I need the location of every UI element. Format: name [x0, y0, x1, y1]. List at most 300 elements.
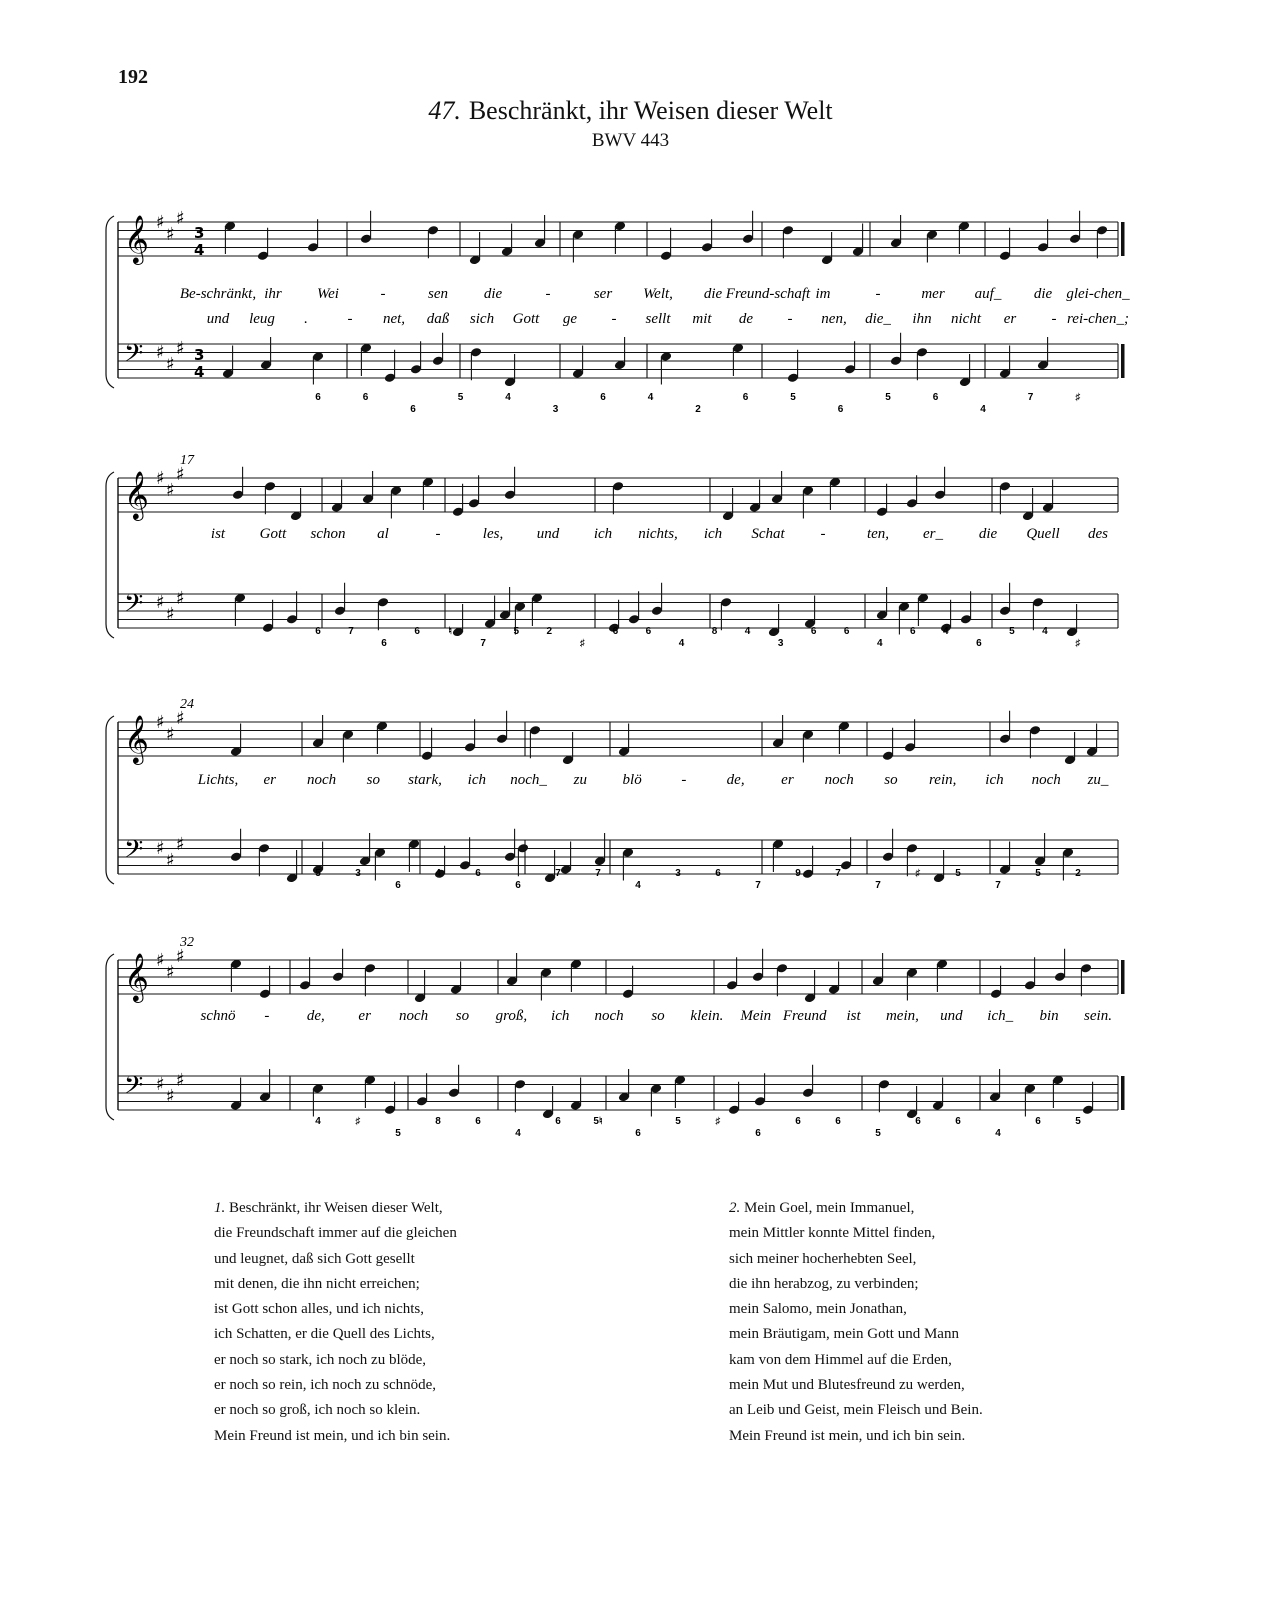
figured-bass-figure: 7 — [555, 868, 561, 879]
lyric-syllable: glei-chen_ — [1066, 286, 1130, 302]
lyric-syllable: daß — [426, 311, 450, 327]
lyric-syllable: klein. — [690, 1008, 724, 1024]
measure-number: 24 — [180, 697, 194, 712]
lyric-syllable: - — [1051, 311, 1057, 327]
note — [421, 728, 433, 761]
sharp-sign: ♯ — [176, 588, 185, 609]
note — [934, 467, 946, 500]
lyric-syllable: stark, — [408, 772, 442, 788]
figured-bass-figure: 5 — [513, 626, 520, 637]
figured-bass-figure: 6 — [475, 1116, 481, 1127]
lyric-syllable: Gott — [259, 526, 287, 542]
note — [332, 949, 344, 982]
figured-bass-figure: 6 — [915, 1116, 921, 1127]
lyric-syllable: nichts, — [638, 526, 678, 542]
final-barline — [1121, 1076, 1125, 1110]
lyric-syllable: blö — [622, 772, 642, 788]
note — [262, 600, 274, 633]
figured-bass-figure: 5 — [395, 1128, 401, 1139]
note — [1024, 957, 1036, 990]
figured-bass-figure: 6 — [835, 1116, 841, 1127]
note — [742, 211, 754, 244]
figured-bass-figure: 6 — [843, 626, 850, 637]
note — [312, 715, 324, 748]
stanza-line: mein Salomo, mein Jonathan, — [729, 1301, 907, 1318]
figured-bass-figure: 4 — [980, 404, 986, 415]
note — [560, 842, 572, 875]
catalog-number: BWV 443 — [591, 130, 670, 151]
bass-clef: 𝄢 — [124, 339, 144, 374]
time-signature-bottom: 4 — [194, 241, 205, 259]
note — [408, 839, 420, 872]
note — [882, 728, 894, 761]
note — [259, 1069, 271, 1102]
figured-bass-figure: 6 — [414, 626, 420, 637]
note — [572, 346, 584, 379]
lyric-syllable: ihn — [912, 311, 932, 327]
note — [230, 959, 242, 992]
note — [514, 1079, 526, 1112]
note — [821, 232, 833, 265]
time-signature-top: 3 — [194, 346, 205, 364]
lyric-syllable: noch — [398, 1008, 429, 1024]
figured-bass-figure: 6 — [475, 868, 481, 879]
stanza-line: an Leib und Geist, mein Fleisch und Bein. — [729, 1402, 983, 1419]
note — [772, 715, 784, 748]
figured-bass-figure: 4 — [647, 392, 654, 403]
note — [414, 970, 426, 1003]
note — [852, 224, 864, 257]
lyric-syllable: sein. — [1084, 1008, 1112, 1024]
figured-bass-figure: 5 — [675, 1116, 681, 1127]
lyric-syllable: die — [978, 526, 998, 542]
note — [782, 225, 794, 258]
figured-bass-figure: 6 — [795, 1116, 801, 1127]
note — [232, 467, 244, 500]
lyric-syllable: - — [611, 311, 617, 327]
sharp-sign: ♯ — [156, 712, 165, 733]
figured-bass-figure: 6 — [837, 404, 844, 415]
sharp-sign: ♯ — [166, 724, 175, 745]
note — [890, 215, 902, 248]
note — [542, 1086, 554, 1119]
lyric-syllable: so — [455, 1008, 470, 1024]
note — [517, 843, 529, 876]
lyric-syllable: und — [940, 1008, 963, 1024]
figured-bass-figure: 6 — [810, 626, 817, 637]
time-signature-top: 3 — [194, 224, 205, 242]
note — [362, 471, 374, 504]
figured-bass-figure: 7 — [1027, 392, 1034, 403]
note — [876, 587, 888, 620]
stanza-line: sich meiner hocherhebten Seel, — [729, 1250, 917, 1267]
note — [917, 593, 929, 626]
sharp-sign: ♯ — [176, 834, 185, 855]
note — [422, 477, 434, 510]
note — [432, 333, 444, 366]
sharp-sign: ♯ — [176, 1070, 185, 1091]
note — [230, 724, 242, 757]
figured-bass-figure: 5 — [1035, 868, 1041, 879]
note — [529, 725, 541, 758]
note — [904, 719, 916, 752]
lyric-syllable: ser — [593, 286, 613, 302]
lyric-syllable: noch — [594, 1008, 624, 1024]
lyric-syllable: und — [536, 526, 560, 542]
note — [464, 719, 476, 752]
sharp-sign: ♯ — [176, 338, 185, 359]
note — [752, 949, 764, 982]
note — [776, 963, 788, 996]
lyric-syllable: die — [1033, 286, 1053, 302]
note — [376, 721, 388, 754]
note — [1080, 963, 1092, 996]
note — [882, 829, 894, 862]
note — [772, 839, 784, 872]
note — [660, 351, 672, 384]
bass-clef: 𝄢 — [124, 589, 144, 624]
lyric-syllable: schnö — [200, 1008, 236, 1024]
figured-bass-figure: 6 — [362, 392, 369, 403]
figured-bass-figure: 5 — [875, 1128, 881, 1139]
note — [1054, 949, 1066, 982]
figured-bass-figure: 4 — [995, 1128, 1001, 1139]
system-bracket — [106, 216, 114, 388]
lyric-syllable: ich — [593, 526, 613, 542]
figured-bass-figure: 4 — [1042, 626, 1048, 637]
note — [450, 962, 462, 995]
lyric-syllable: bin — [1039, 1008, 1059, 1024]
sharp-sign: ♯ — [166, 354, 175, 375]
note — [720, 597, 732, 630]
note — [1066, 604, 1078, 637]
stanza-number: 1. — [214, 1200, 229, 1216]
stanza-line: Mein Freund ist mein, und ich bin sein. — [214, 1427, 451, 1444]
lyric-syllable: zu — [573, 772, 588, 788]
figured-bass-figure: ♯ — [915, 868, 921, 879]
lyric-syllable: - — [347, 311, 353, 327]
lyric-syllable: nicht — [951, 311, 981, 327]
note — [264, 481, 276, 514]
note — [224, 221, 236, 254]
figured-bass-figure: 7 — [480, 638, 486, 649]
figured-bass-figure: 6 — [742, 392, 749, 403]
figured-bass-figure: 5 — [1009, 626, 1015, 637]
lyric-syllable: die — [483, 286, 503, 302]
lyric-syllable: Freund-schaft — [725, 286, 811, 302]
stanza-line: die ihn herabzog, zu verbinden; — [729, 1275, 919, 1292]
figured-bass-figure: 7 — [835, 868, 841, 879]
lyric-syllable: Schat — [751, 526, 785, 542]
note — [504, 467, 516, 500]
figured-bass-figure: 6 — [645, 626, 652, 637]
lyric-syllable: er_ — [923, 526, 943, 542]
stanza-line: er noch so stark, ich noch zu blöde, — [214, 1351, 427, 1368]
note — [299, 957, 311, 990]
note — [876, 484, 888, 517]
lyric-syllable: Quell — [1026, 526, 1060, 542]
figured-bass-figure: 2 — [546, 626, 553, 637]
note — [1022, 488, 1034, 521]
note — [701, 219, 713, 252]
lyrics — [197, 772, 1109, 788]
lyric-syllable: - — [787, 311, 793, 327]
lyric-syllable: - — [681, 772, 687, 788]
lyric-syllable: ich_ — [987, 1008, 1014, 1024]
treble-clef: 𝄞 — [124, 470, 149, 519]
note — [622, 966, 634, 999]
figured-bass-figure: 7 — [875, 880, 881, 891]
lyric-syllable: er — [263, 772, 277, 788]
figured-bass-figure: 2 — [695, 404, 701, 415]
figured-bass-figure: 5 — [1075, 1116, 1081, 1127]
note — [312, 351, 324, 384]
stanza-line: und leugnet, daß sich Gott gesellt — [214, 1250, 415, 1267]
note — [504, 829, 516, 862]
figured-bass-figure: 4 — [744, 626, 751, 637]
note — [802, 1065, 814, 1098]
stanza-line: er noch so groß, ich noch so klein. — [214, 1402, 421, 1419]
note — [614, 221, 626, 254]
stanza-line: ich Schatten, er die Quell des Lichts, — [214, 1326, 435, 1343]
note — [999, 346, 1011, 379]
lyric-syllable: mit — [692, 311, 712, 327]
figured-bass-figure: 6 — [395, 880, 401, 891]
stanza-line: Mein Goel, mein Immanuel, — [744, 1200, 915, 1216]
sharp-sign: ♯ — [176, 708, 185, 729]
lyric-syllable: rei-chen_; — [1067, 311, 1129, 327]
note — [926, 229, 938, 262]
sharp-sign: ♯ — [156, 212, 165, 233]
treble-clef: 𝄞 — [124, 714, 149, 763]
lyric-syllable: - — [820, 526, 826, 542]
final-barline — [1121, 222, 1125, 256]
system-bracket — [106, 472, 114, 638]
figured-bass-figure: 6 — [315, 392, 321, 403]
sharp-sign: ♯ — [166, 604, 175, 625]
figured-bass-figure: 5♮ — [593, 1116, 603, 1127]
lyrics — [180, 286, 1130, 327]
note — [364, 1075, 376, 1108]
note — [1082, 1082, 1094, 1115]
figured-bass-figure: 9 — [795, 868, 801, 879]
lyric-syllable: Gott — [512, 311, 540, 327]
system-bracket — [106, 716, 114, 884]
sharp-sign: ♯ — [176, 464, 185, 485]
lyric-syllable: ich — [985, 772, 1004, 788]
lyric-syllable: les, — [482, 526, 504, 542]
lyric-syllable: die — [703, 286, 723, 302]
note — [958, 221, 970, 254]
lyric-syllable: schon — [310, 526, 346, 542]
sharp-sign: ♯ — [176, 946, 185, 967]
figured-bass-figure: 6 — [555, 1116, 561, 1127]
lyric-syllable: sich — [469, 311, 495, 327]
note — [768, 604, 780, 637]
stanza-line: mein Mut und Blutesfreund zu werden, — [729, 1377, 965, 1394]
stanza-2 — [729, 1196, 983, 1449]
lyric-syllable: er — [358, 1008, 371, 1024]
note — [989, 1069, 1001, 1102]
figured-bass-figure: ♯ — [1075, 638, 1081, 649]
note — [722, 488, 734, 521]
sharp-sign: ♯ — [156, 1074, 165, 1095]
figured-bass-figure: 6 — [515, 880, 521, 891]
lyric-syllable: zu_ — [1087, 772, 1109, 788]
figured-bass-figure: 7 — [995, 880, 1001, 891]
lyric-syllable: - — [380, 286, 386, 302]
figured-bass-figure: 4 — [515, 1128, 521, 1139]
final-barline — [1121, 960, 1125, 994]
lyric-syllable: er — [1003, 311, 1017, 327]
sharp-sign: ♯ — [166, 1086, 175, 1107]
note — [427, 225, 439, 258]
stanza-line: Beschränkt, ihr Weisen dieser Welt, — [229, 1200, 443, 1216]
figured-bass-figure: 4 — [876, 638, 883, 649]
sharp-sign: ♯ — [156, 838, 165, 859]
figured-bass-figure: 4 — [435, 868, 441, 879]
note — [1037, 219, 1049, 252]
note — [906, 1086, 918, 1119]
figured-bass-figure: 6 — [715, 868, 721, 879]
note — [802, 729, 814, 762]
system-bracket — [106, 954, 114, 1120]
figured-bass-figure: ♯ — [355, 1116, 361, 1127]
lyric-syllable: ist — [210, 526, 226, 542]
lyric-syllable: ten, — [866, 526, 890, 542]
music-system-4 — [0, 932, 1261, 1148]
stanza-number: 2. — [729, 1200, 744, 1216]
figured-bass-figure: 2 — [1075, 868, 1081, 879]
note — [360, 343, 372, 376]
note — [459, 837, 471, 870]
note — [562, 732, 574, 765]
figured-bass-figure: 5 — [955, 868, 961, 879]
note — [618, 1069, 630, 1102]
note — [804, 970, 816, 1003]
note — [258, 843, 270, 876]
note — [787, 350, 799, 383]
lyric-syllable: so — [884, 772, 898, 788]
lyric-syllable: die_ — [865, 311, 891, 327]
lyric-syllable: er — [781, 772, 794, 788]
stanza-line: mein Mittler konnte Mittel finden, — [729, 1225, 936, 1242]
note — [890, 333, 902, 366]
lyric-syllable: de, — [306, 1008, 325, 1024]
note — [470, 347, 482, 380]
figured-bass-figure: 8 — [711, 626, 718, 637]
note — [828, 962, 840, 995]
note — [999, 228, 1011, 261]
note — [374, 847, 386, 880]
lyric-syllable: de, — [726, 772, 745, 788]
lyric-syllable: sen — [428, 286, 448, 302]
note — [840, 837, 852, 870]
note — [660, 228, 672, 261]
note — [1042, 480, 1054, 513]
figured-bass-figure: 6 — [1035, 1116, 1041, 1127]
note — [749, 480, 761, 513]
lyric-syllable: auf_ — [974, 286, 1002, 302]
note — [540, 967, 552, 1000]
note — [990, 966, 1002, 999]
note — [829, 477, 841, 510]
lyric-syllable: noch — [824, 772, 854, 788]
lyric-syllable: im — [815, 286, 831, 302]
lyric-syllable: Freund — [782, 1008, 827, 1024]
note — [612, 481, 624, 514]
piece-title — [0, 96, 1261, 126]
note — [999, 583, 1011, 616]
figured-bass-figure: 6 — [612, 626, 619, 637]
bass-clef: 𝄢 — [124, 1071, 144, 1106]
sharp-sign: ♯ — [166, 480, 175, 501]
figured-bass-figure: ♯ — [715, 1116, 721, 1127]
note — [651, 583, 663, 616]
note — [364, 963, 376, 996]
lyric-syllable: . — [304, 311, 308, 327]
note — [932, 1078, 944, 1111]
figured-bass-figure: 6 — [755, 1128, 761, 1139]
lyric-syllable: Be-schränkt, — [179, 286, 257, 302]
note — [410, 341, 422, 374]
lyric-syllable: al — [377, 526, 389, 542]
note — [469, 232, 481, 265]
stanza-line: mit denen, die ihn nicht erreichen; — [214, 1275, 420, 1292]
figured-bass-figure: ♯ — [579, 638, 585, 649]
note — [230, 1078, 242, 1111]
note — [1052, 1075, 1064, 1108]
note — [496, 711, 508, 744]
note — [499, 587, 511, 620]
lyric-syllable: ich — [703, 526, 723, 542]
figured-bass-figure: 6 — [910, 626, 916, 637]
figured-bass-figure: 6 — [932, 392, 939, 403]
note — [359, 833, 371, 866]
note — [674, 1075, 686, 1108]
note — [906, 967, 918, 1000]
music-system-2 — [0, 452, 1261, 668]
note — [570, 1078, 582, 1111]
note — [452, 484, 464, 517]
music-system-3 — [0, 698, 1261, 914]
stanza-line: kam von dem Himmel auf die Erden, — [729, 1351, 952, 1368]
figured-bass-figure: 4 — [943, 626, 949, 637]
note — [390, 485, 402, 518]
stanza-line: er noch so rein, ich noch zu schnöde, — [214, 1377, 437, 1394]
note — [312, 1083, 324, 1116]
note — [1096, 225, 1108, 258]
note — [838, 721, 850, 754]
figured-bass-figure: ♮ — [448, 626, 452, 637]
piece-number: 47. — [428, 96, 461, 125]
stanza-1 — [214, 1196, 457, 1449]
lyric-syllable: leug — [249, 311, 275, 327]
final-barline — [1121, 344, 1125, 378]
time-signature-bottom: 4 — [194, 363, 205, 381]
note — [628, 591, 640, 624]
note — [307, 219, 319, 252]
note — [1024, 1083, 1036, 1116]
figured-bass-figure: ♯ — [1075, 392, 1081, 403]
sharp-sign: ♯ — [166, 850, 175, 871]
treble-clef: 𝄞 — [124, 214, 149, 263]
note — [334, 583, 346, 616]
note — [999, 711, 1011, 744]
stanza-line: Mein Freund ist mein, und ich bin sein. — [729, 1427, 966, 1444]
note — [754, 1073, 766, 1106]
note — [234, 593, 246, 626]
